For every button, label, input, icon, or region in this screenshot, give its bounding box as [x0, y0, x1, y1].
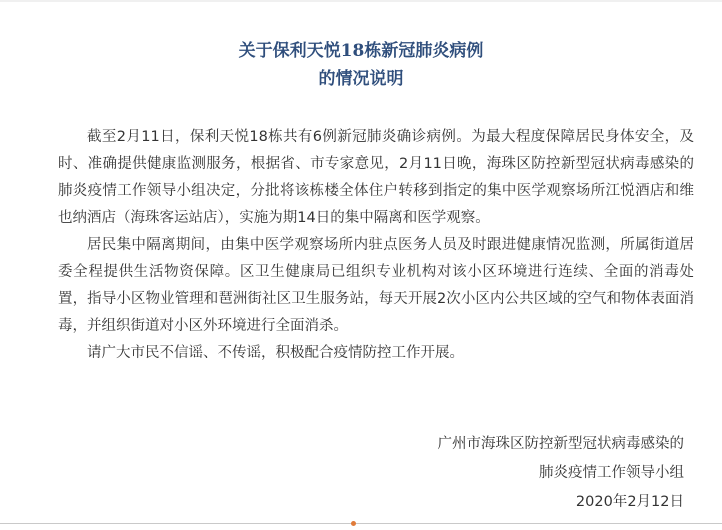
document-title-line2: 的情况说明: [318, 69, 404, 89]
signature-line1: 广州市海珠区防控新型冠状病毒感染的: [437, 436, 684, 452]
divider-dot-icon: [351, 521, 356, 526]
document-title-line1: 关于保利天悦18栋新冠肺炎病例: [238, 41, 484, 61]
signature-line2: 肺炎疫情工作领导小组: [539, 465, 684, 481]
paragraph-3: 请广大市民不信谣、不传谣，积极配合疫情防控工作开展。: [87, 345, 464, 361]
bottom-divider: [0, 523, 722, 524]
paragraph-2: 居民集中隔离期间，由集中医学观察场所内驻点医务人员及时跟进健康情况监测，所属街道居委全程提供生活物资保障。区卫生健康局已组织专业机构对该小区环境进行连续、全面的消毒处置，指导小区物业管理和琶洲街社区卫生服务站，每天开展2次小区内公共区域的空气和物体表面消毒，并组织街道对小区外环境进行全面消杀。: [58, 237, 694, 334]
document-body: [58, 124, 694, 367]
paragraph-1: 截至2月11日，保利天悦18栋共有6例新冠肺炎确诊病例。为最大程度保障居民身体安全，及时、准确提供健康监测服务，根据省、市专家意见，2月11日晚，海珠区防控新型冠状病毒感染的肺炎疫情工作领导小组决定，分批将该栋楼全体住户转移到指定的集中医学观察场所江悦酒店和维也纳酒店（海珠客运站店），实施为期14日的集中隔离和医学观察。: [58, 129, 694, 226]
signature-date: 2020年2月12日: [575, 494, 684, 510]
top-divider: [0, 0, 722, 2]
